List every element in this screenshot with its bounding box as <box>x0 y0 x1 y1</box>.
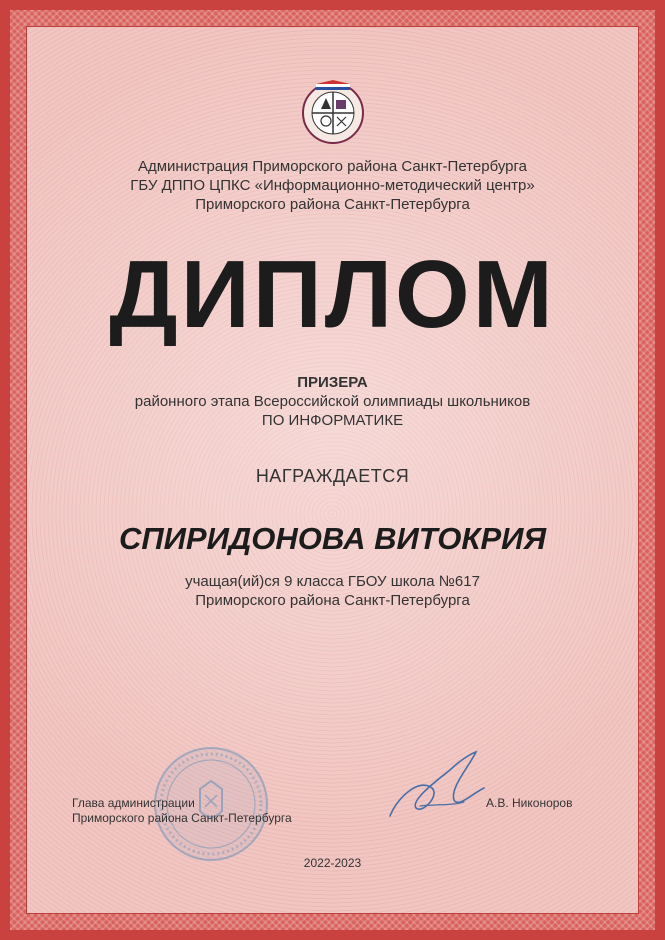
olympiad-emblem-icon <box>288 76 378 146</box>
header-line: Администрация Приморского района Санкт-Петербурга <box>137 158 527 175</box>
awarded-label: НАГРАЖДАЕТСЯ <box>255 466 410 486</box>
diploma-title: ДИПЛОМ <box>109 241 556 348</box>
header-line: ГБУ ДППО ЦПКС «Информационно-методический центр» <box>130 177 535 194</box>
academic-year: 2022-2023 <box>303 856 362 870</box>
student-district: Приморского района Санкт-Петербурга <box>195 592 470 609</box>
signatory-title-line: Приморского района Санкт-Петербурга <box>72 811 292 825</box>
award-description <box>60 373 605 430</box>
award-rank: ПРИЗЕРА <box>297 374 368 391</box>
student-class: учащая(ий)ся 9 класса ГБОУ школа №617 <box>185 573 480 590</box>
signatory-title-line: Глава администрации <box>72 796 195 810</box>
recipient-name: СПИРИДОНОВА ВИТОКРИЯ <box>118 521 547 556</box>
olympiad-subject: ПО ИНФОРМАТИКЕ <box>261 412 404 429</box>
signatory-title <box>72 796 292 826</box>
handwritten-signature-icon <box>380 748 490 828</box>
issuer-header <box>60 157 605 214</box>
olympiad-stage: районного этапа Всероссийской олимпиады школьников <box>134 393 531 410</box>
signatory-name: А.В. Никоноров <box>486 796 573 810</box>
student-info <box>60 572 605 610</box>
header-line: Приморского района Санкт-Петербурга <box>195 196 470 213</box>
